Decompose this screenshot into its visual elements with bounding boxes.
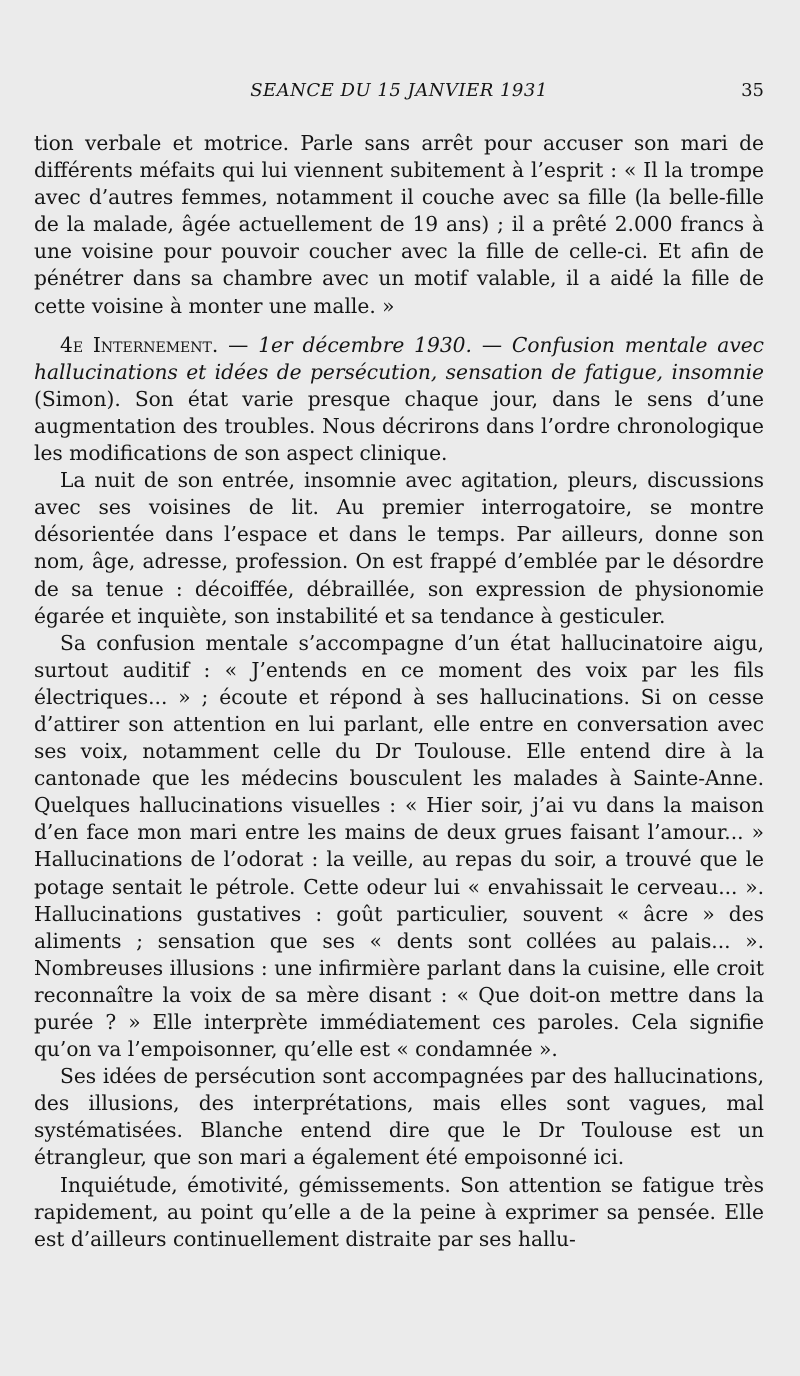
paragraph-internment [34, 332, 764, 467]
running-head [34, 80, 764, 108]
internment-label: 4e Internement. [60, 332, 219, 357]
running-title: SEANCE DU 15 JANVIER 1931 [250, 80, 548, 101]
body-text [34, 130, 764, 1253]
diagnosis: Confusion mentale avec hallucinations et idées de persécution, sensation de fatigue, insomnie [34, 332, 764, 384]
internment-text: (Simon). Son état varie presque chaque jour, dans le sens d’une augmentation des troubles. Nous décrirons dans l’ordre chronologique les modifications de son aspect clinique. [34, 386, 764, 466]
dash-separator: — [218, 332, 259, 357]
paragraph-admission: La nuit de son entrée, insomnie avec agitation, pleurs, discussions avec ses voisines de lit. Au premier interrogatoire, se montre désorientée dans l’espace et dans le temps. Par ailleurs, donne son nom, âge, adresse, profession. On est frappé d’emblée par le désordre de sa tenue : décoiffée, débraillée, son expression de physionomie égarée et inquiète, son instabilité et sa tendance à gesticuler. [34, 468, 764, 628]
paragraph-hallucinations: Sa confusion mentale s’accompagne d’un état hallucinatoire aigu, surtout auditif : « J’entends en ce moment des voix par les fils électriques... » ; écoute et répond à ses hallucinations. Si on cesse d’attirer son attention en lui parlant, elle entre en conversation avec ses voix, notamment celle du Dr Toulouse. Elle entend dire à la cantonade que les médecins bousculent les malades à Sainte-Anne. Quelques hallucinations visuelles : « Hier soir, j’ai vu dans la maison d’en face mon mari entre les mains de deux grues faisant l’amour... » Hallucinations de l’odorat : la veille, au repas du soir, a trouvé que le potage sentait le pétrole. Cette odeur lui « envahissait le cerveau... ». Hallucinations gustatives : goût particulier, souvent « âcre » des aliments ; sensation que ses « dents sont collées au palais... ». Nombreuses illusions : une infirmière parlant dans la cuisine, elle croit reconnaître la voix de sa mère disant : « Que doit-on mettre dans la purée ? » Elle interprète immédiatement ces paroles. Cela signifie qu’on va l’empoisonner, qu’elle est « condamnée ». [34, 630, 764, 1062]
paragraph-persecution: Ses idées de persécution sont accompagnées par des hallucinations, des illusions, des interprétations, mais elles sont vagues, mal systématisées. Blanche entend dire que le Dr Toulouse est un étrangleur, que son mari a également été empoisonné ici. [34, 1064, 764, 1170]
paragraph-anxiety: Inquiétude, émotivité, gémissements. Son attention se fatigue très rapidement, au point qu’elle a de la peine à exprimer sa pensée. Elle est d’ailleurs continuellement distraite par ses hallu- [34, 1172, 764, 1251]
dash-separator: — [471, 332, 512, 357]
paragraph-continuation: tion verbale et motrice. Parle sans arrêt pour accuser son mari de différents méfaits qui lui viennent subitement à l’esprit : « Il la trompe avec d’autres femmes, notamment il couche avec sa fille (la belle-fille de la malade, âgée actuellement de 19 ans) ; il a prêté 2.000 francs à une voisine pour pouvoir coucher avec la fille de celle-ci. Et afin de pénétrer dans sa chambre avec un motif valable, il a aidé la fille de cette voisine à monter une malle. » [34, 131, 764, 318]
internment-date: 1er décembre 1930. [258, 332, 472, 357]
page-number: 35 [741, 80, 764, 101]
